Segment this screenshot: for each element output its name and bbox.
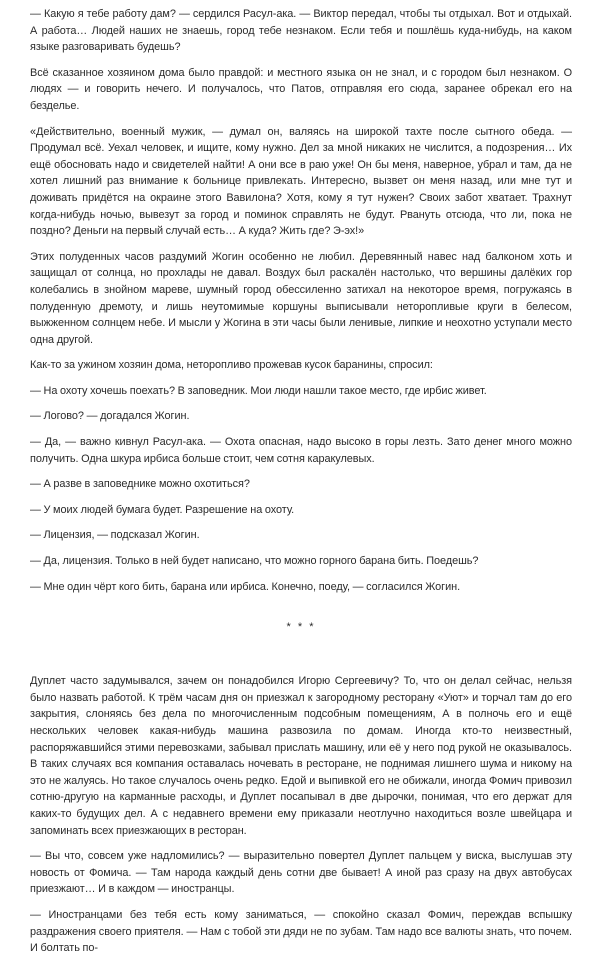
paragraph: — Да, — важно кивнул Расул-ака. — Охота опасная, надо высоко в горы лезть. Зато денег много можно получить. Одна шкура ирбиса больше стоит, чем сотня каракулевых. — [30, 436, 572, 465]
paragraph: — А разве в заповеднике можно охотиться? — [30, 478, 250, 491]
paragraph: — У моих людей бумага будет. Разрешение на охоту. — [30, 503, 295, 516]
paragraph: «Действительно, военный мужик, — думал он, валяясь на широкой тахте после сытного обеда. — Продумал всё. Уехал человек, и ищите, кому нужно. Дел за мной никаких не числится, а подозрения… Их ещё обосновать надо и свидетелей найти! А они все в раю уже! Он бы меня, наверное, убрал и там, да не хотел лишний раз внимание к больнице привлекать. Интересно, вызвет он меня назад, или мне тут и доживать придётся на окраине этого Вавилона? Хотя, кому я тут нужен? Своих забот хватает. Трахнут когда-нибудь ночью, вывезут за город и поминок справлять не будут. Рвануть отсюда, что ли, пока не поздно? Деньги на первый случай есть… А куда? Жить где? Э-эх!» — [30, 125, 572, 238]
paragraph: — Лицензия, — подсказал Жогин. — [30, 529, 200, 542]
paragraph: Этих полуденных часов раздумий Жогин особенно не любил. Деревянный навес над балконом хоть и защищал от солнца, но прохлады не давал. Воздух был раскалён настолько, что вершины далёких гор колебались в знойном мареве, шумный город обессиленно затихал на некоторое время, погружаясь в полуденную дремоту, и лишь неутомимые коршуны выписывали неторопливые круги в белесом, выжженном солнцем небе. И мысли у Жогина в эти часы были ленивые, липкие и неохотно уступали место одна другой. — [30, 250, 572, 346]
paragraph: — Логово? — догадался Жогин. — [30, 410, 190, 423]
paragraph: Как-то за ужином хозяин дома, неторопливо прожевав кусок баранины, спросил: — [30, 359, 433, 372]
paragraph: — Какую я тебе работу дам? — сердился Расул-ака. — Виктор передал, чтобы ты отдыхал. Вот и отдыхай. А работа… Людей наших не знаешь, город тебе незнаком. Если тебя и пошлёшь куда-нибудь, на каком языке разговаривать будешь? — [30, 8, 572, 54]
paragraph: Дуплет часто задумывался, зачем он понадобился Игорю Сергеевичу? То, что он делал сейчас, нельзя было назвать работой. К трём часам дня он приезжал к загородному ресторану «Уют» и торчал там до его закрытия, слоняясь без дела по многочисленным подсобным помещениям, А в полночь его и ещё нескольких человек какая-нибудь машина развозила по домам. Иногда кто-то неизвестный, распоряжавшийся этими перевозками, забывал прислать машину, или её у него под рукой не оказывалось. В таких случаях вся компания оставалась ночевать в ресторане, не поднимая лишнего шума и никому на это не жалуясь. Но такое случалось очень редко. Едой и выпивкой его не обижали, иногда Фомич привозил сотню-другую на карманные расходы, и Дуплет посапывал в две дырочки, понимая, что его держат для каких-то будущих дел. А с недавнего времени ему приказали неотлучно находиться возле швейцара и запоминать всех приезжающих в ресторан. — [30, 675, 572, 837]
paragraph: — Мне один чёрт кого бить, барана или ирбиса. Конечно, поеду, — согласился Жогин. — [30, 580, 461, 593]
paragraph: — Вы что, совсем уже надломились? — выразительно повертел Дуплет пальцем у виска, выслушав эту новость от Фомича. — Там народа каждый день сотни две бывает! А иной раз сразу на двух автобусах приезжают… И в каждом — иностранцы. — [30, 850, 572, 896]
paragraph: — Да, лицензия. Только в ней будет написано, что можно горного барана бить. Поедешь? — [30, 555, 479, 568]
document-page — [30, 6, 572, 966]
section-separator: * * * — [286, 621, 316, 634]
text-block-part1 — [30, 6, 572, 595]
text-block-part2 — [30, 673, 572, 957]
paragraph: — На охоту хочешь поехать? В заповедник. Мои люди нашли такое место, где ирбис живет. — [30, 384, 487, 397]
paragraph: Всё сказанное хозяином дома было правдой: и местного языка он не знал, и с городом был незнаком. О людях — и говорить нечего. И получалось, что Патов, отправляя его сюда, заранее обрекал его на безделье. — [30, 66, 572, 112]
paragraph: — Иностранцами без тебя есть кому заниматься, — спокойно сказал Фомич, переждав вспышку раздражения своего приятеля. — Нам с тобой эти дяди не по зубам. Там надо все валюты знать, что почем. И болтать по- — [30, 908, 572, 955]
